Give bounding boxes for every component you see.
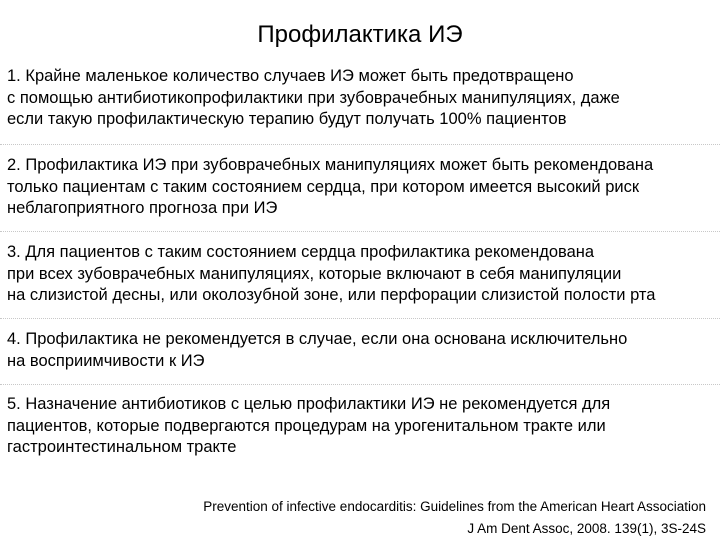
item-4-line-1: 4. Профилактика не рекомендуется в случае, если она основана исключительно xyxy=(7,330,628,348)
item-5-line-3: гастроинтестинальном тракте xyxy=(7,438,237,456)
item-5-line-2: пациентов, которые подвергаются процедурам на урогенитальном тракте или xyxy=(7,416,606,435)
slide-title: Профилактика ИЭ xyxy=(257,21,463,48)
item-5-line-1: 5. Назначение антибиотиков с целью профилактики ИЭ не рекомендуется для xyxy=(7,395,611,413)
divider xyxy=(0,231,720,232)
item-1-line-1: 1. Крайне маленькое количество случаев ИЭ может быть предотвращено xyxy=(7,67,574,85)
list-item-5 xyxy=(7,394,719,459)
item-3-line-2: при всех зубоврачебных манипуляциях, которые включают в себя манипуляции xyxy=(7,264,622,283)
list-item-3 xyxy=(7,242,719,307)
item-2-line-1: 2. Профилактика ИЭ при зубоврачебных манипуляциях может быть рекомендована xyxy=(7,156,654,174)
item-3-line-3: на слизистой десны, или околозубной зоне, или перфорации слизистой полости рта xyxy=(7,286,656,304)
divider xyxy=(0,384,720,385)
citation-title: Prevention of infective endocarditis: Guidelines from the American Heart Association xyxy=(203,499,706,514)
list-item-2 xyxy=(7,155,719,220)
divider xyxy=(0,318,720,319)
item-1-line-2: с помощью антибиотикопрофилактики при зубоврачебных манипуляциях, даже xyxy=(7,88,620,107)
list-item-1 xyxy=(7,66,719,131)
item-2-line-2: только пациентам с таким состоянием сердца, при котором имеется высокий риск xyxy=(7,177,640,196)
item-4-line-2: на восприимчивости к ИЭ xyxy=(7,351,205,370)
item-3-line-1: 3. Для пациентов с таким состоянием сердца профилактика рекомендована xyxy=(7,243,595,261)
item-1-line-3: если такую профилактическую терапию будут получать 100% пациентов xyxy=(7,110,567,128)
citation-source: J Am Dent Assoc, 2008. 139(1), 3S-24S xyxy=(467,521,706,536)
list-item-4 xyxy=(7,329,719,372)
divider xyxy=(0,144,720,145)
reference-citation xyxy=(203,496,706,540)
item-2-line-3: неблагоприятного прогноза при ИЭ xyxy=(7,199,278,217)
